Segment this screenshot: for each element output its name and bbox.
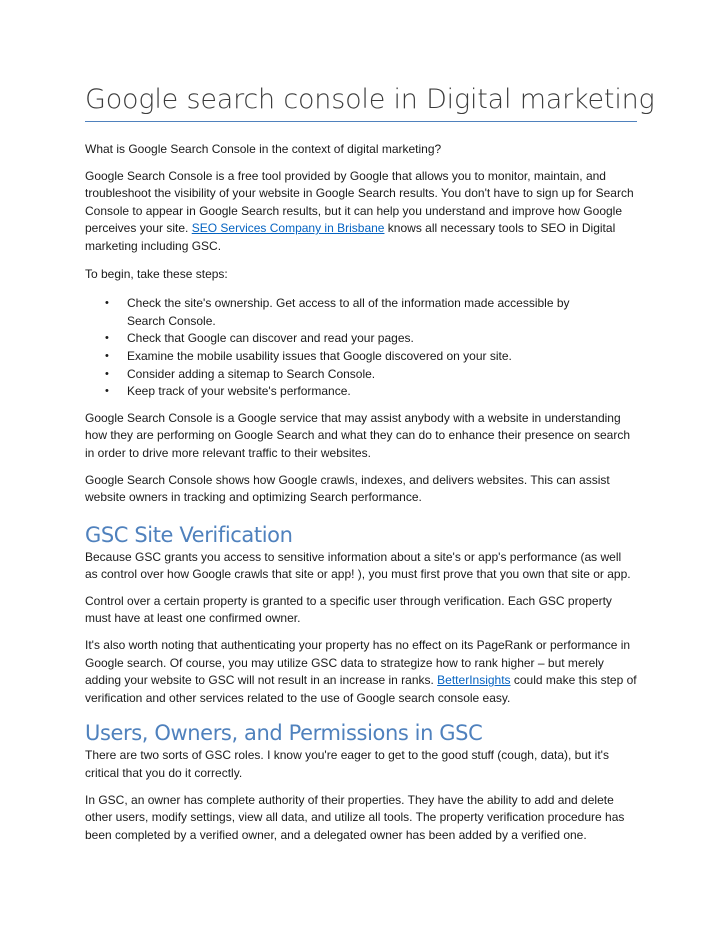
bullet-icon: • bbox=[105, 385, 109, 398]
page-title: Google search console in Digital marketing bbox=[85, 84, 637, 122]
list-item-text: Check that Google can discover and read your pages. bbox=[127, 331, 414, 346]
intro-text-after-link: knows all necessary tools to SEO in Digital marketing including GSC. bbox=[85, 221, 616, 253]
list-item-text: Consider adding a sitemap to Search Console. bbox=[127, 366, 376, 381]
intro-paragraph bbox=[85, 168, 637, 256]
list-item bbox=[85, 348, 607, 366]
list-item bbox=[85, 295, 607, 330]
list-item bbox=[85, 383, 607, 401]
verification-heading: GSC Site Verification bbox=[85, 522, 293, 547]
verification-text-after-link: could make this step of verification and other services related to the use of Google search console easy. bbox=[85, 673, 637, 705]
bullet-icon: • bbox=[105, 349, 109, 362]
document-page bbox=[85, 84, 655, 844]
bullet-icon: • bbox=[105, 367, 109, 380]
verification-paragraph-1: Because GSC grants you access to sensitive information about a site's or app's performance (as well as control over how Google crawls that site or app! ), you must first prove that you own that site or app. bbox=[85, 549, 631, 582]
list-item-text: Check the site's ownership. Get access to all of the information made accessible by Search Console. bbox=[127, 296, 570, 328]
users-heading: Users, Owners, and Permissions in GSC bbox=[85, 721, 483, 746]
steps-list bbox=[85, 295, 637, 401]
seo-services-link[interactable]: SEO Services Company in Brisbane bbox=[191, 221, 385, 236]
list-item bbox=[85, 366, 607, 384]
list-item bbox=[85, 330, 607, 348]
verification-paragraph-2: Control over a certain property is granted to a specific user through verification. Each GSC property must have at least one confirmed owner. bbox=[85, 593, 612, 626]
intro-text-before-link: Google Search Console is a free tool provided by Google that allows you to monitor, maintain, and troubleshoot the visibility of your website in Google Search results. You don't have to sign up for Search Console to appear in Google Search results, but it can help you understand and improve how Google perceives your site. bbox=[85, 168, 634, 236]
steps-intro-paragraph: To begin, take these steps: bbox=[85, 266, 228, 281]
verification-paragraph-3 bbox=[85, 637, 637, 707]
list-item-text: Keep track of your website's performance. bbox=[127, 384, 351, 399]
list-item-text: Examine the mobile usability issues that Google discovered on your site. bbox=[127, 348, 512, 363]
question-paragraph: What is Google Search Console in the context of digital marketing? bbox=[85, 142, 442, 156]
users-paragraph-2: In GSC, an owner has complete authority of their properties. They have the ability to add and delete other users, modify settings, view all data, and utilize all tools. The property verification procedure has been completed by a verified owner, and a delegated owner has been added by a verified one. bbox=[85, 792, 625, 842]
betterinsights-link[interactable]: BetterInsights bbox=[437, 673, 511, 688]
crawls-paragraph: Google Search Console shows how Google crawls, indexes, and delivers websites. This can assist website owners in tracking and optimizing Search performance. bbox=[85, 472, 610, 505]
verification-text-before-link: It's also worth noting that authenticating your property has no effect on its PageRank or performance in Google search. Of course, you may utilize GSC data to strategize how to rank higher – but merely adding your website to GSC will not result in an increase in ranks. bbox=[85, 638, 631, 688]
bullet-icon: • bbox=[105, 332, 109, 345]
service-paragraph: Google Search Console is a Google service that may assist anybody with a website in understanding how they are performing on Google Search and what they can do to enhance their presence on search in order to drive more relevant traffic to their websites. bbox=[85, 410, 631, 460]
users-paragraph-1: There are two sorts of GSC roles. I know you're eager to get to the good stuff (cough, data), but it's critical that you do it correctly. bbox=[85, 748, 609, 781]
bullet-icon: • bbox=[105, 297, 109, 310]
